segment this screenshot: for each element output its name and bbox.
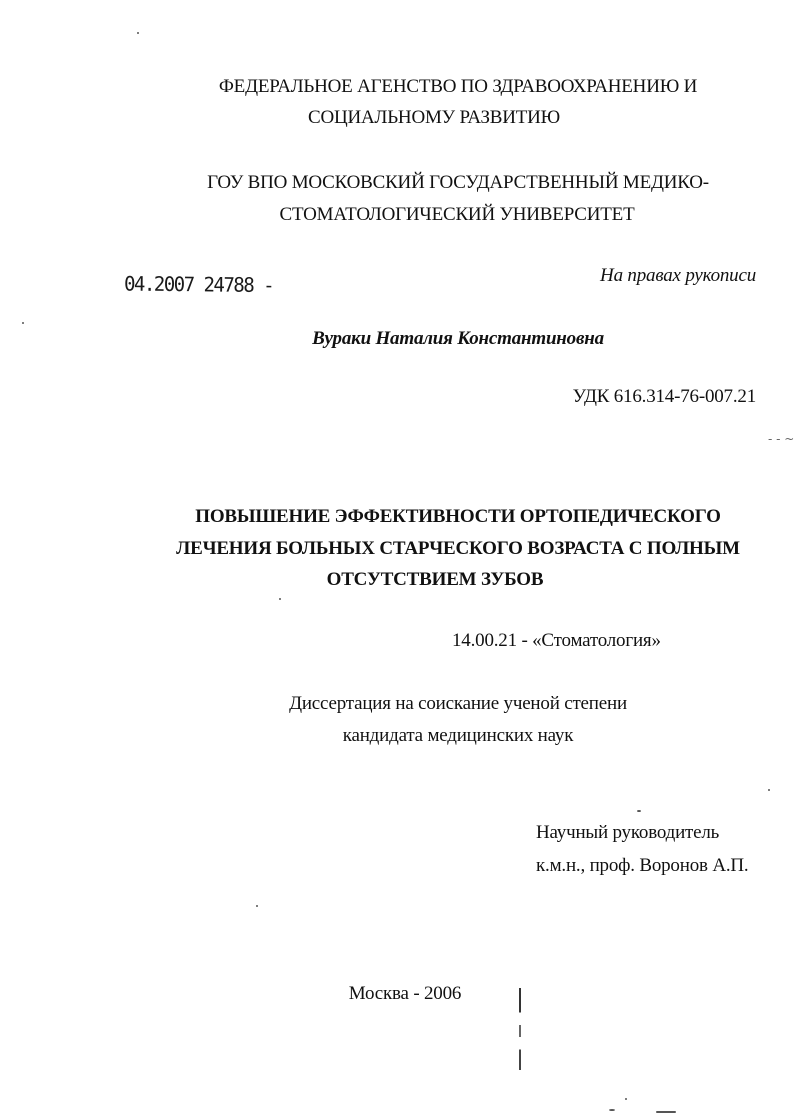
scan-speck bbox=[637, 810, 641, 812]
university-line-2: СТОМАТОЛОГИЧЕСКИЙ УНИВЕРСИТЕТ bbox=[279, 204, 635, 225]
thesis-title-line-3: ОТСУТСТВИЕМ ЗУБОВ bbox=[326, 569, 544, 590]
supervisor-name: к.м.н., проф. Воронов А.П. bbox=[536, 855, 749, 876]
thesis-title-line-1: ПОВЫШЕНИЕ ЭФФЕКТИВНОСТИ ОРТОПЕДИЧЕСКОГО bbox=[195, 506, 721, 527]
scan-dash-mark: - - ~ bbox=[768, 432, 795, 446]
supervisor-label: Научный руководитель bbox=[536, 822, 720, 843]
scan-speck bbox=[609, 1109, 615, 1111]
scan-speck bbox=[256, 905, 258, 907]
author-name: Вураки Наталия Константиновна bbox=[312, 328, 604, 349]
udc-code: УДК 616.314-76-007.21 bbox=[572, 386, 756, 407]
specialty-code: 14.00.21 - «Стоматология» bbox=[452, 630, 661, 651]
scan-margin-mark bbox=[519, 988, 521, 1070]
scan-speck bbox=[137, 32, 139, 34]
university-line-1: ГОУ ВПО МОСКОВСКИЙ ГОСУДАРСТВЕННЫЙ МЕДИКО- bbox=[207, 172, 709, 193]
scan-speck bbox=[656, 1111, 676, 1113]
degree-line-1: Диссертация на соискание ученой степени bbox=[289, 693, 627, 714]
degree-line-2: кандидата медицинских наук bbox=[342, 725, 574, 746]
agency-line-1: ФЕДЕРАЛЬНОЕ АГЕНСТВО ПО ЗДРАВООХРАНЕНИЮ И bbox=[218, 76, 698, 97]
manuscript-note: На правах рукописи bbox=[600, 265, 756, 286]
city-year: Москва - 2006 bbox=[348, 983, 462, 1004]
scan-speck bbox=[768, 789, 770, 791]
registration-stamp: 04.2007 24788 - bbox=[123, 272, 274, 298]
scan-speck bbox=[625, 1098, 627, 1100]
scan-speck bbox=[22, 322, 24, 324]
thesis-title-line-2: ЛЕЧЕНИЯ БОЛЬНЫХ СТАРЧЕСКОГО ВОЗРАСТА С ПОЛНЫМ bbox=[176, 538, 740, 559]
scan-speck bbox=[279, 598, 281, 600]
agency-line-2: СОЦИАЛЬНОМУ РАЗВИТИЮ bbox=[307, 107, 561, 128]
